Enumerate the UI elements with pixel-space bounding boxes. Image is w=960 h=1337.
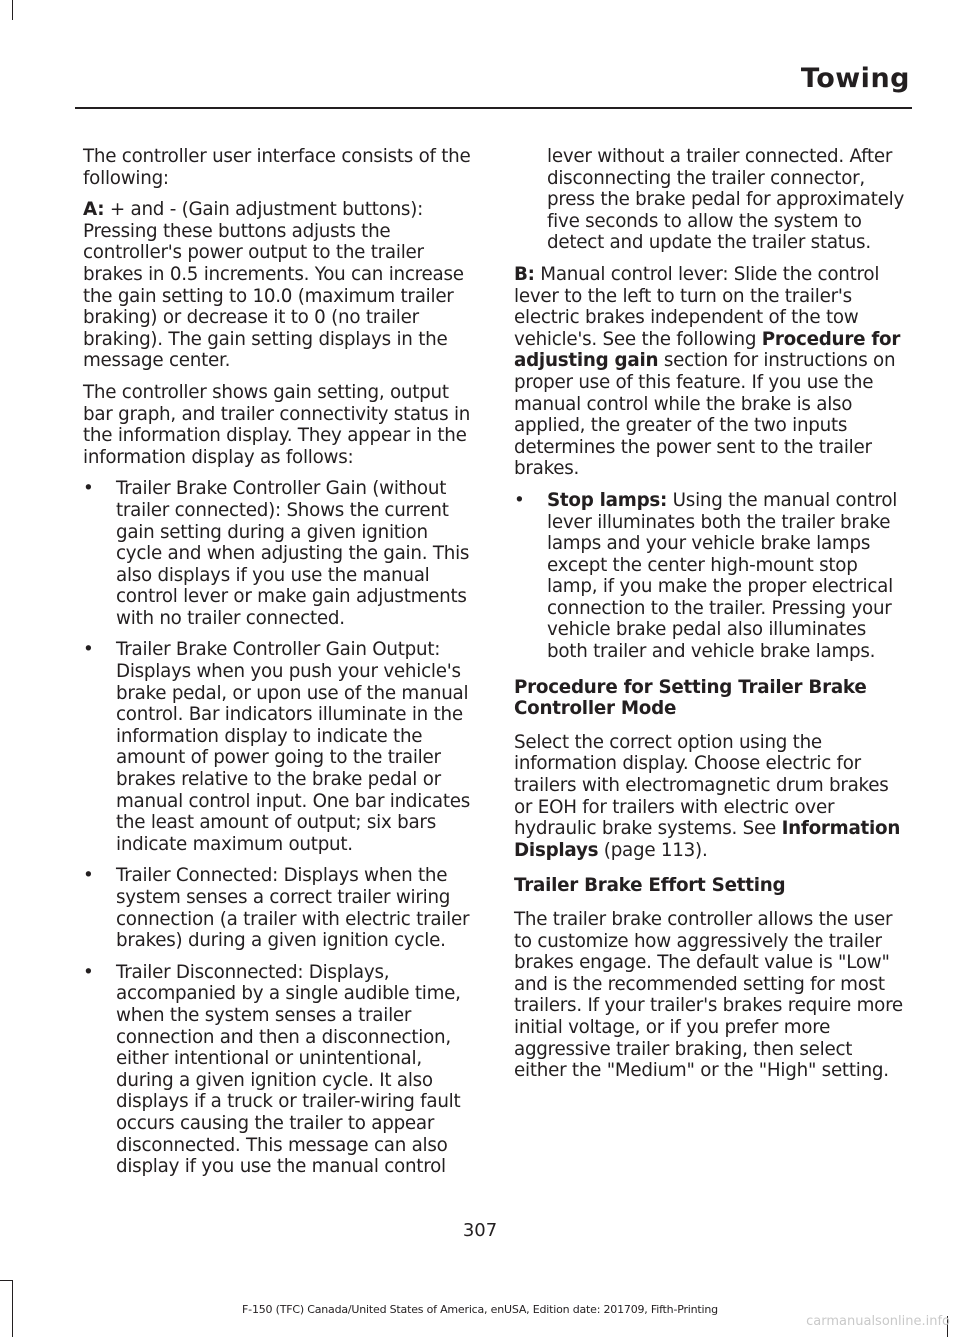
item-b-text: Manual control lever: Slide the control lever to the left to turn on the trailer's electric brakes independent of the tow vehicle's. See the following — [514, 263, 880, 350]
watermark: carmanualsonline.info — [806, 1314, 950, 1329]
stop-lamps-label: Stop lamps: — [547, 489, 668, 511]
heading-brake-effort: Trailer Brake Effort Setting — [514, 875, 786, 897]
list-item-text: Trailer Disconnected: Displays, accompanied by a single audible time, when the system senses a trailer connection and then a disconnection, either intentional or unintentional, during a given ignition cycle. It also displays if a truck or trailer-wiring fault occurs causing the trailer to appear disconnected. This message can also display if you use the manual control — [116, 961, 461, 1178]
list-item — [83, 639, 475, 855]
page-reference: (page 113). — [598, 839, 708, 861]
list-item — [514, 490, 907, 663]
intro-paragraph: The controller user interface consists of the following: — [83, 146, 471, 189]
controller-mode-text: Select the correct option using the information display. Choose electric for trailers with electromagnetic drum brakes or EOH for trailers with electric over hydraulic brake systems. See — [514, 731, 889, 840]
list-item-text: Trailer Connected: Displays when the system senses a correct trailer wiring connection (a trailer with electric trailer brakes) during a given ignition cycle. — [116, 865, 470, 952]
heading-controller-mode: Procedure for Setting Trailer Brake Controller Mode — [514, 676, 867, 720]
list-item — [83, 962, 475, 1178]
bullet-icon: • — [83, 478, 94, 500]
brake-effort-paragraph: The trailer brake controller allows the user to customize how aggressively the trailer brakes engage. The default value is "Low" and is the recommended setting for most trailers. If your trailer's brakes require more initial voltage, or if you prefer more aggressive trailer braking, then select either the "Medium" or the "High" setting. — [514, 909, 903, 1082]
list-item — [83, 865, 475, 951]
crop-mark-bottom-left-horizontal — [0, 1280, 12, 1281]
item-b-label: B: — [514, 263, 535, 285]
footer-edition: F-150 (TFC) Canada/United States of America, enUSA, Edition date: 201709, Fifth-Printing — [242, 1303, 718, 1316]
item-a-paragraph — [83, 199, 475, 372]
item-a-label: A: — [83, 199, 105, 221]
section-title: Towing — [800, 63, 910, 94]
crop-mark-top-left-vertical — [12, 0, 13, 20]
item-b-paragraph — [514, 264, 907, 480]
bullet-icon: • — [514, 489, 525, 511]
list-item — [83, 478, 475, 629]
list-item-text: Trailer Brake Controller Gain Output: Displays when you push your vehicle's brake pedal, or upon use of the manual control. Bar indicators illuminate in the information display to indicate the amount of power going to the trailer brakes relative to the brake pedal or manual control input. One bar indicates the least amount of output; six bars indicate maximum output. — [116, 639, 471, 855]
display-intro-paragraph: The controller shows gain setting, output bar graph, and trailer connectivity status in the information display. They appear in the information display as follows: — [83, 381, 471, 468]
right-column — [514, 146, 907, 1092]
bullet-icon: • — [83, 865, 94, 887]
item-a-text: + and - (Gain adjustment buttons): Pressing these buttons adjusts the controller's power output to the trailer brakes in 0.5 increments. You can increase the gain setting to 10.0 (maximum trailer braking) or decrease it to 0 (no trailer braking). The gain setting displays in the message center. — [83, 199, 464, 372]
continued-list-text: lever without a trailer connected. After disconnecting the trailer connector, press the brake pedal for approximately five seconds to allow the system to detect and update the trailer status. — [547, 146, 905, 254]
bullet-icon: • — [83, 639, 94, 661]
stop-lamps-text: Using the manual control lever illuminates both the trailer brake lamps and your vehicle brake lamps except the center high-mount stop lamp, if you make the proper electrical connection to the trailer. Pressing your vehicle brake pedal also illuminates both trailer and vehicle brake lamps. — [547, 489, 898, 663]
page-number: 307 — [462, 1220, 498, 1241]
information-displays-reference: Information Displays — [514, 818, 901, 861]
bullet-icon: • — [83, 961, 94, 983]
procedure-reference: Procedure for adjusting gain — [514, 328, 901, 372]
left-column — [83, 146, 475, 1188]
list-item-text: Trailer Brake Controller Gain (without trailer connected): Shows the current gain setting during a given ignition cycle and when adjusting the gain. This also displays if you use the manual control lever or make gain adjustments with no trailer connected. — [116, 478, 470, 629]
controller-mode-paragraph — [514, 732, 907, 862]
item-b-text-cont: section for instructions on proper use of this feature. If you use the manual control while the brake is also applied, the greater of the two inputs determines the power sent to the trailer brakes. — [514, 350, 896, 480]
header-rule — [75, 107, 912, 109]
